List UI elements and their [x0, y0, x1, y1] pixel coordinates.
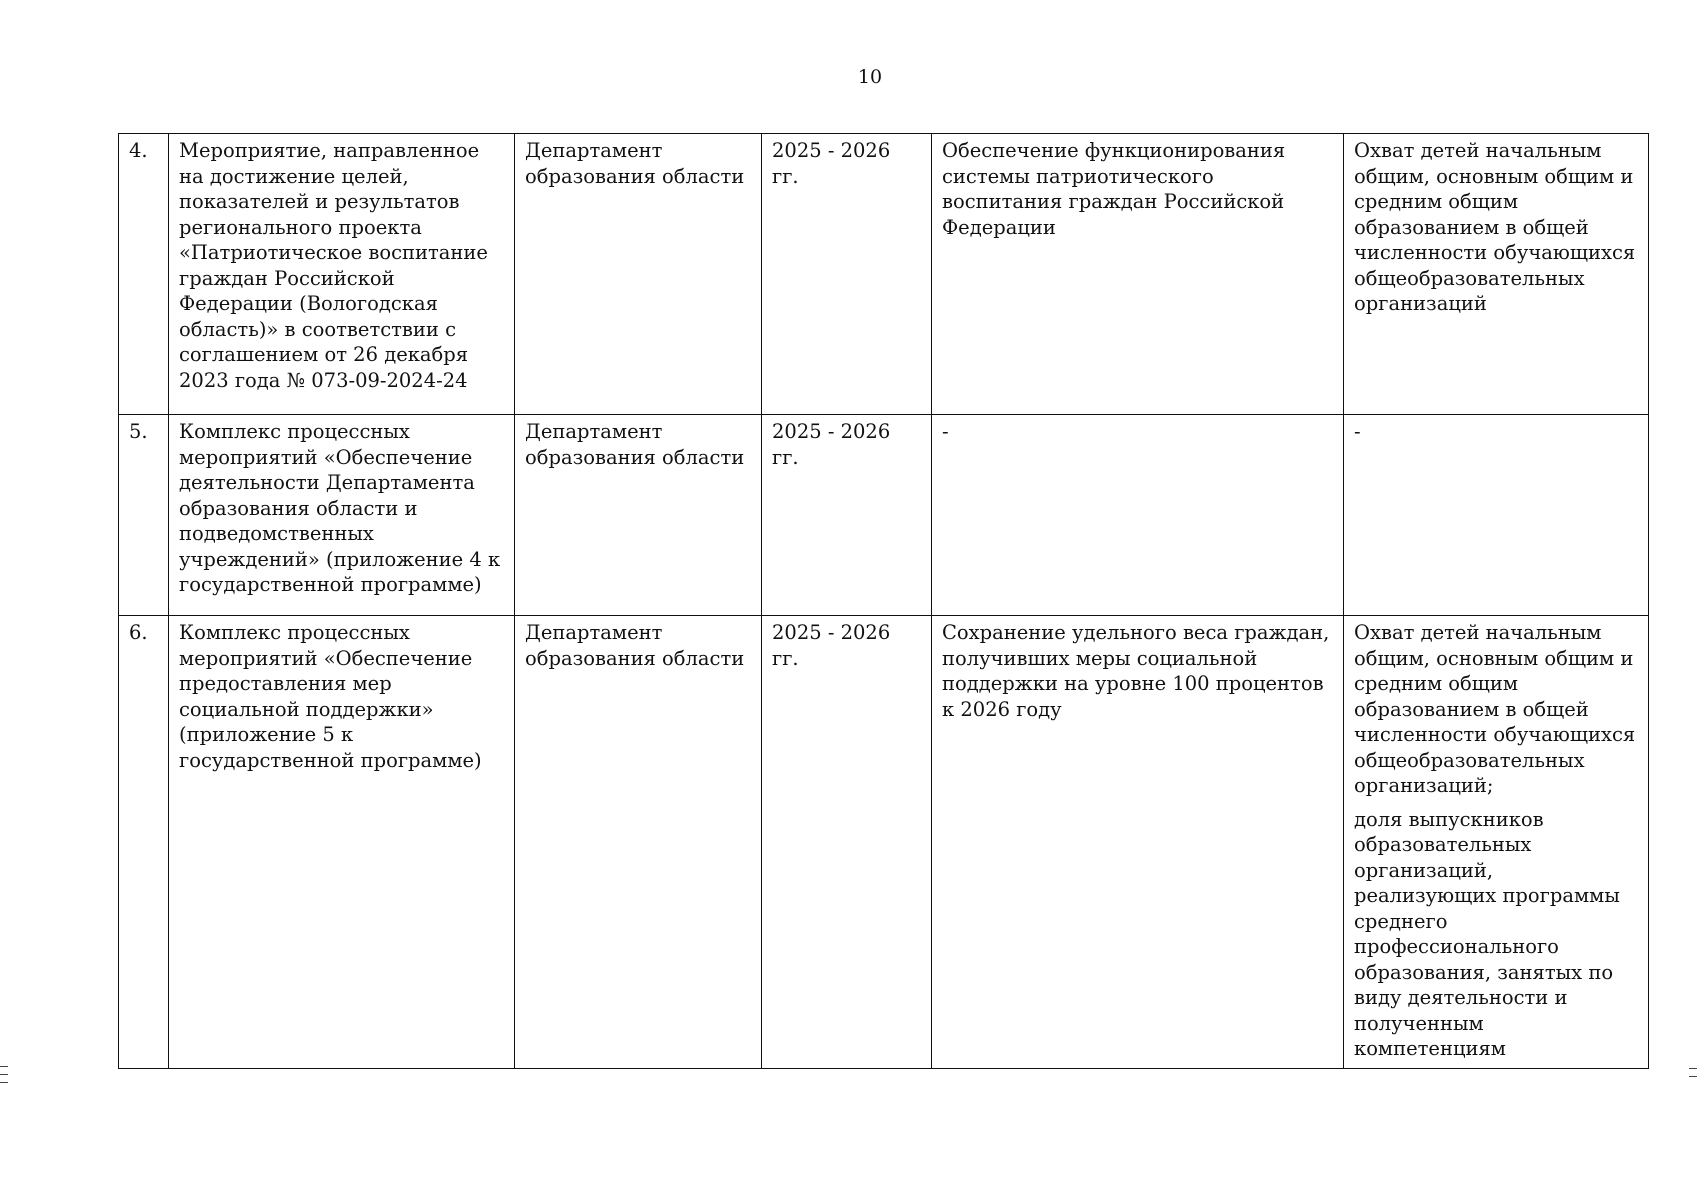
page-number: 10 — [857, 66, 883, 88]
indicator-text: - — [1354, 420, 1361, 443]
indicator-text: Охват детей начальным общим, основным общим и средним общим образованием в общей численности обучающихся общеобразовательных организаций; — [1354, 621, 1636, 797]
executor: Департамент образования области — [515, 415, 762, 616]
period: 2025 - 2026 гг. — [762, 415, 932, 616]
table-row — [119, 415, 1649, 616]
event-name: Комплекс процессных мероприятий «Обеспечение предоставления мер социальной поддержки» (приложение 5 к государственной программе) — [169, 616, 515, 1069]
indicator-text: доля выпускников образовательных организаций, реализующих программы среднего профессионального образования, занятых по виду деятельности и полученным компетенциям — [1354, 807, 1620, 1060]
row-number: 5. — [119, 415, 169, 616]
indicator-cell — [1344, 415, 1649, 616]
row-number: 6. — [119, 616, 169, 1069]
scan-edge-mark — [1689, 1068, 1697, 1069]
executor: Департамент образования области — [515, 134, 762, 415]
table-row — [119, 616, 1649, 1069]
scan-edge-mark — [1689, 1076, 1697, 1077]
indicator-cell — [1344, 134, 1649, 415]
program-table — [118, 133, 1649, 1069]
indicator-text: Охват детей начальным общим, основным общим и средним общим образованием в общей численности обучающихся общеобразовательных организаций — [1354, 139, 1636, 315]
indicator-cell — [1344, 616, 1649, 1069]
scan-edge-mark — [0, 1074, 8, 1075]
executor: Департамент образования области — [515, 616, 762, 1069]
event-name: Комплекс процессных мероприятий «Обеспечение деятельности Департамента образования области и подведомственных учреждений» (приложение 4 к государственной программе) — [169, 415, 515, 616]
result-description: Сохранение удельного веса граждан, получивших меры социальной поддержки на уровне 100 процентов к 2026 году — [932, 616, 1344, 1069]
result-description: - — [932, 415, 1344, 616]
period: 2025 - 2026 гг. — [762, 616, 932, 1069]
table-row — [119, 134, 1649, 415]
row-number: 4. — [119, 134, 169, 415]
result-description: Обеспечение функционирования системы патриотического воспитания граждан Российской Федерации — [932, 134, 1344, 415]
scan-edge-mark — [0, 1066, 8, 1067]
scan-edge-mark — [0, 1082, 8, 1083]
period: 2025 - 2026 гг. — [762, 134, 932, 415]
event-name: Мероприятие, направленное на достижение целей, показателей и результатов регионального проекта «Патриотическое воспитание граждан Российской Федерации (Вологодская область)» в соответствии с соглашением от 26 декабря 2023 года № 073-09-2024-24 — [169, 134, 515, 415]
